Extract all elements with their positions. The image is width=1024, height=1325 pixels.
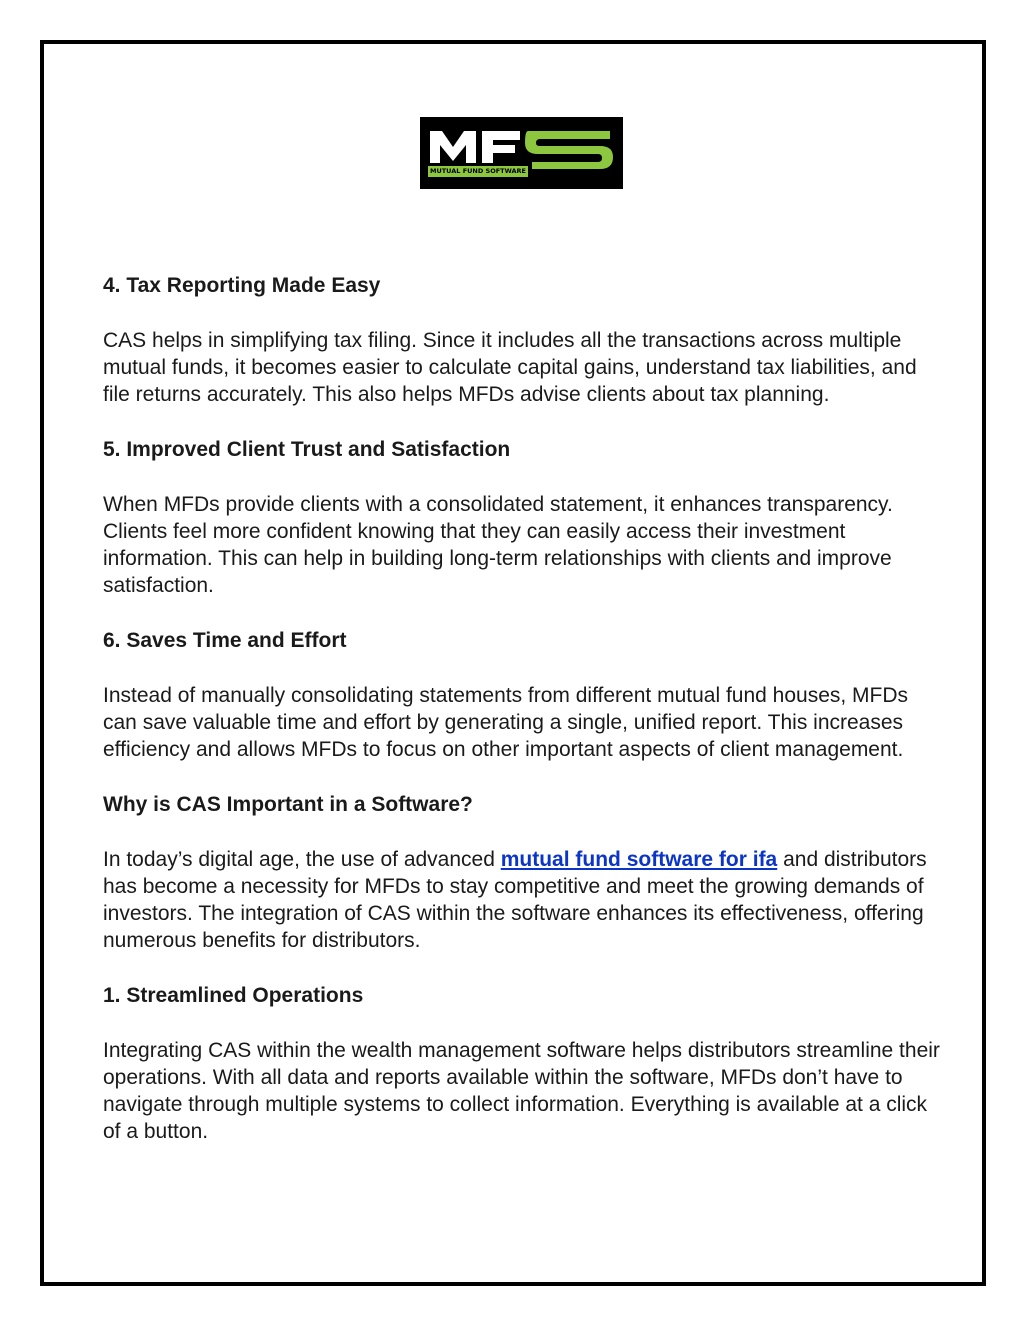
section-body-streamlined-operations: Integrating CAS within the wealth management software helps distributors streamline their operations. With all data and reports available within the software, MFDs don’t have to navigate through multiple systems to collect information. Everything is available at a click of a button. — [103, 1039, 940, 1143]
mfs-logo — [420, 117, 623, 189]
section-heading-saves-time: 6. Saves Time and Effort — [103, 629, 347, 652]
mfs-logo-graphic — [420, 117, 623, 189]
section-body-why-cas — [103, 846, 943, 954]
section-body-client-trust: When MFDs provide clients with a consolidated statement, it enhances transparency. Clients feel more confident knowing that they can easily access their investment information. This can help in building long-term relationships with clients and improve satisfaction. — [103, 493, 893, 597]
logo-tagline: MUTUAL FUND SOFTWARE — [430, 167, 526, 175]
section-heading-streamlined-operations: 1. Streamlined Operations — [103, 984, 364, 1007]
why-cas-text-before: In today’s digital age, the use of advanced — [103, 848, 501, 871]
section-body-saves-time: Instead of manually consolidating statements from different mutual fund houses, MFDs can save valuable time and effort by generating a single, unified report. This increases efficiency and allows MFDs to focus on other important aspects of client management. — [103, 684, 909, 761]
section-body-tax-reporting: CAS helps in simplifying tax filing. Since it includes all the transactions across multiple mutual funds, it becomes easier to calculate capital gains, understand tax liabilities, and file returns accurately. This also helps MFDs advise clients about tax planning. — [103, 329, 917, 406]
article-content — [103, 272, 943, 1173]
section-heading-client-trust: 5. Improved Client Trust and Satisfaction — [103, 438, 511, 461]
why-cas-text-after: and distributors has become a necessity for MFDs to stay competitive and meet the growing demands of investors. The integration of CAS within the software enhances its effectiveness, offering numerous benefits for distributors. — [103, 848, 927, 952]
mutual-fund-software-link[interactable]: mutual fund software for ifa — [500, 848, 778, 871]
section-heading-tax-reporting: 4. Tax Reporting Made Easy — [103, 274, 381, 297]
section-heading-why-cas: Why is CAS Important in a Software? — [103, 793, 473, 816]
